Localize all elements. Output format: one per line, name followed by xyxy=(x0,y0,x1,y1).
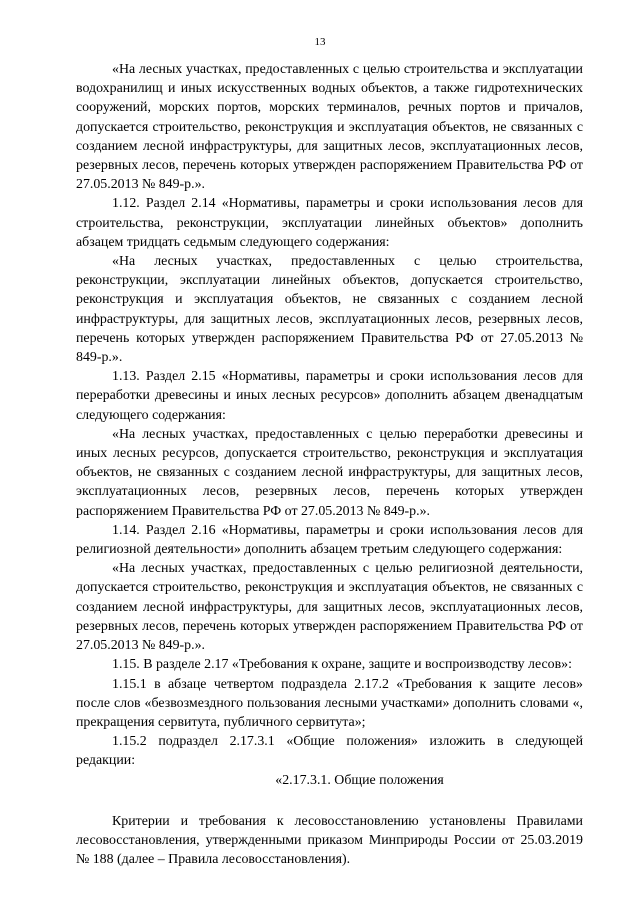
paragraph-item-1-15: 1.15. В разделе 2.17 «Требования к охране, защите и воспроизводству лесов»: xyxy=(112,657,572,673)
paragraph-reforestation-criteria: Критерии и требования к лесовосстановлению установлены Правилами лесовосстановления, утвержденными приказом Минприроды России от 25.03.2019 № 188 (далее – Правила лесовосстановления). xyxy=(76,813,583,868)
document-body xyxy=(76,60,583,869)
paragraph-item-1-14: 1.14. Раздел 2.16 «Нормативы, параметры и сроки использования лесов для религиозной деятельности» дополнить абзацем третьим следующего содержания: xyxy=(76,522,583,558)
paragraph-quote-wood-processing: «На лесных участках, предоставленных с целью переработки древесины и иных лесных ресурсов, допускается строительство, реконструкция и эксплуатация объектов, не связанных с созданием лесной инфраструктуры, для защитных лесов, эксплуатационных лесов, резервных лесов, перечень которых утвержден распоряжением Правительства РФ от 27.05.2013 № 849-р.». xyxy=(76,426,583,519)
paragraph-item-1-12: 1.12. Раздел 2.14 «Нормативы, параметры и сроки использования лесов для строительства, реконструкции, эксплуатации линейных объектов» дополнить абзацем тридцать седьмым следующего содержания: xyxy=(76,196,583,250)
paragraph-quote-reservoirs: «На лесных участках, предоставленных с целью строительства и эксплуатации водохранилищ и иных искусственных водных объектов, а также гидротехнических сооружений, морских портов, морских терминалов, речных портов и причалов, допускается строительство, реконструкция и эксплуатация объектов, не связанных с созданием лесной инфраструктуры, для защитных лесов, эксплуатационных лесов, резервных лесов, перечень которых утвержден распоряжением Правительства РФ от 27.05.2013 № 849-р.». xyxy=(76,62,583,193)
page-number: 13 xyxy=(314,36,326,48)
paragraph-item-1-13: 1.13. Раздел 2.15 «Нормативы, параметры и сроки использования лесов для переработки древесины и иных лесных ресурсов» дополнить абзацем двенадцатым следующего содержания: xyxy=(76,369,583,423)
paragraph-quote-religious: «На лесных участках, предоставленных с целью религиозной деятельности, допускается строительство, реконструкция и эксплуатация объектов, не связанных с созданием лесной инфраструктуры, для защитных лесов, эксплуатационных лесов, резервных лесов, перечень которых утвержден распоряжением Правительства РФ от 27.05.2013 № 849-р.». xyxy=(76,561,583,654)
paragraph-item-1-15-2: 1.15.2 подраздел 2.17.3.1 «Общие положения» изложить в следующей редакции: xyxy=(76,734,583,769)
paragraph-item-1-15-1: 1.15.1 в абзаце четвертом подраздела 2.17.2 «Требования к защите лесов» после слов «безвозмездного пользования лесными участками» дополнить словами «, прекращения сервитута, публичного сервитута»; xyxy=(76,676,583,730)
section-heading: «2.17.3.1. Общие положения xyxy=(275,772,444,788)
spacer xyxy=(76,790,583,812)
paragraph-quote-linear-objects: «На лесных участках, предоставленных с целью строительства, реконструкции, эксплуатации линейных объектов, допускается строительство, реконструкция и эксплуатация объектов, не связанных с созданием лесной инфраструктуры, для защитных лесов, эксплуатационных лесов, резервных лесов, перечень которых утвержден распоряжением Правительства РФ от 27.05.2013 № 849-р.». xyxy=(76,254,583,366)
